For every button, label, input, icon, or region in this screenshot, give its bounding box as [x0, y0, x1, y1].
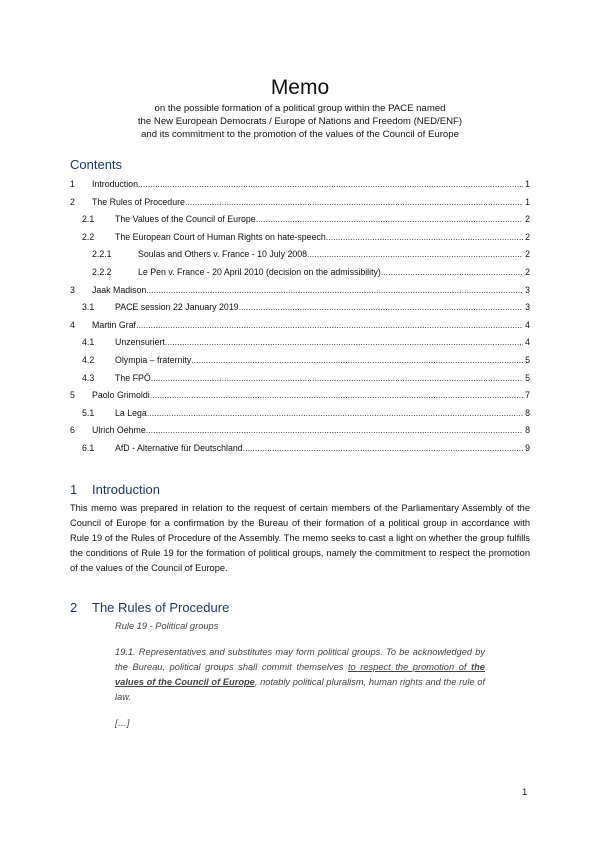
toc-entry-page: 4	[525, 319, 530, 330]
toc-entry-page: 1	[525, 196, 530, 207]
toc-entry[interactable]	[70, 440, 530, 458]
memo-title: Memo	[270, 76, 330, 99]
toc-entry-title: Olympia – fraternity	[115, 354, 192, 365]
toc-entry-title: PACE session 22 January 2019	[115, 302, 239, 313]
toc-entry-title: The European Court of Human Rights on hate-speech	[115, 231, 326, 242]
toc-entry-title: AfD - Alternative für Deutschland	[115, 442, 243, 453]
toc-entry-page: 4	[525, 337, 530, 348]
toc-entry[interactable]	[70, 264, 530, 282]
quote-text: 19.1. Representatives and substitutes may form political groups. To be acknowledged by the Bureau, political groups shall commit themselves	[115, 646, 485, 672]
toc-entry[interactable]	[70, 176, 530, 194]
toc-leader-dots	[191, 352, 523, 370]
toc-entry-page: 3	[525, 302, 530, 313]
toc-entry-number: 6.1	[82, 442, 95, 453]
toc-entry-page: 5	[525, 354, 530, 365]
toc-leader-dots	[239, 299, 524, 317]
toc-entry-title: Le Pen v. France - 20 April 2010 (decision on the admissibility)	[138, 266, 381, 277]
toc-entry-number: 1	[70, 179, 75, 189]
toc-entry-page: 8	[525, 407, 530, 418]
toc-entry-page: 9	[525, 442, 530, 453]
toc-entry-number: 3	[70, 284, 75, 295]
toc-entry-number: 5.1	[82, 407, 95, 418]
toc-entry-number: 3.1	[82, 302, 95, 313]
toc-entry-number: 2.1	[82, 214, 95, 225]
section-title: Introduction	[92, 481, 160, 497]
toc-leader-dots	[146, 282, 523, 300]
toc-entry[interactable]	[70, 317, 530, 335]
toc-leader-dots	[256, 211, 523, 229]
toc-entry-number: 2.2.2	[92, 266, 112, 277]
toc-leader-dots	[136, 317, 523, 335]
toc-entry-title: The Values of the Council of Europe	[115, 214, 256, 225]
toc-leader-dots	[147, 405, 523, 423]
toc-entry-page: 2	[525, 266, 530, 277]
toc-entry[interactable]	[70, 422, 530, 440]
toc-entry-number: 2	[70, 196, 75, 207]
toc-entry-title: Unzensuriert	[115, 337, 165, 348]
toc-entry-number: 4.2	[82, 354, 95, 365]
toc-entry-page: 7	[525, 390, 530, 401]
section-title: The Rules of Procedure	[92, 599, 230, 615]
toc-entry-page: 2	[525, 231, 530, 242]
toc-entry[interactable]	[70, 370, 530, 388]
subtitle-line: on the possible formation of a political group within the PACE named	[154, 103, 446, 114]
toc-leader-dots	[146, 422, 523, 440]
toc-entry-title: The Rules of Procedure	[92, 196, 185, 207]
page-number: 1	[522, 787, 528, 798]
section-number: 1	[70, 481, 78, 497]
toc-entry-title: Introduction	[92, 179, 138, 189]
toc-leader-dots	[151, 370, 523, 388]
toc-entry[interactable]	[70, 282, 530, 300]
toc-entry[interactable]	[70, 387, 530, 405]
toc-entry[interactable]	[70, 405, 530, 423]
toc-entry[interactable]	[70, 229, 530, 247]
section-heading-introduction	[70, 482, 530, 497]
quote-title: Rule 19 - Political groups	[115, 620, 219, 631]
document-page	[70, 76, 530, 742]
toc-entry-title: Paolo Grimoldi	[92, 390, 150, 401]
subtitle-line: the New European Democrats / Europe of Nations and Freedom (NED/ENF)	[137, 116, 463, 127]
quote-text-end: , notably political pluralism, human rights and the rule of law.	[115, 676, 485, 702]
toc-leader-dots	[165, 334, 523, 352]
toc-leader-dots	[185, 194, 523, 212]
toc-leader-dots	[138, 176, 523, 194]
toc-leader-dots	[381, 264, 523, 282]
toc-entry-title: La Lega	[115, 407, 147, 418]
section-heading-rules-of-procedure	[70, 600, 530, 615]
toc-leader-dots	[307, 246, 523, 264]
toc-entry-page: 8	[525, 425, 530, 436]
table-of-contents	[70, 176, 530, 458]
toc-entry-number: 2.2.1	[92, 249, 112, 260]
toc-entry-page: 3	[525, 284, 530, 295]
toc-leader-dots	[150, 387, 523, 405]
toc-entry-title: Jaak Madison	[92, 284, 147, 295]
toc-entry-number: 6	[70, 425, 75, 436]
introduction-paragraph: This memo was prepared in relation to the request of certain members of the Parliamentary Assembly of the Council of Europe for a confirmation by the Bureau of their formation of a political group in accordance with Rule 19 of the Rules of Procedure of the Assembly. The memo seeks to cast a light on whether the group fulfills the conditions of Rule 19 for the formation of political groups, namely the commitment to respect the promotion of the values of the Council of Europe.	[70, 502, 530, 573]
toc-entry-page: 2	[525, 249, 530, 260]
toc-entry-title: Ulrich Oehme	[92, 425, 146, 436]
toc-entry-title: The FPÖ	[115, 372, 151, 383]
quote-ellipsis: […]	[115, 717, 130, 728]
subtitle-line: and its commitment to the promotion of the values of the Council of Europe	[141, 129, 459, 140]
toc-entry-number: 4	[70, 319, 75, 330]
quote-underlined-text: to respect the promotion of	[347, 661, 472, 672]
quote-rule-text	[115, 645, 485, 705]
quote-emphasis-text: the values of the Council of Europe	[115, 661, 485, 687]
toc-entry[interactable]	[70, 299, 530, 317]
toc-leader-dots	[326, 229, 523, 247]
toc-entry-number: 5	[70, 390, 75, 401]
toc-entry-page: 1	[525, 179, 530, 189]
toc-entry[interactable]	[70, 211, 530, 229]
contents-heading: Contents	[70, 157, 123, 172]
toc-entry-page: 2	[525, 214, 530, 225]
toc-entry-number: 4.3	[82, 372, 95, 383]
toc-entry[interactable]	[70, 194, 530, 212]
toc-entry-title: Soulas and Others v. France - 10 July 2008	[138, 249, 308, 260]
toc-entry-title: Martin Graf	[92, 319, 136, 330]
toc-entry[interactable]	[70, 246, 530, 264]
rule-quote	[115, 619, 485, 731]
toc-entry[interactable]	[70, 352, 530, 370]
section-number: 2	[70, 599, 78, 615]
toc-entry-number: 2.2	[82, 231, 95, 242]
toc-entry[interactable]	[70, 334, 530, 352]
toc-leader-dots	[243, 440, 523, 458]
toc-entry-page: 5	[525, 372, 530, 383]
toc-entry-number: 4.1	[82, 337, 95, 348]
memo-subtitle	[70, 102, 530, 141]
